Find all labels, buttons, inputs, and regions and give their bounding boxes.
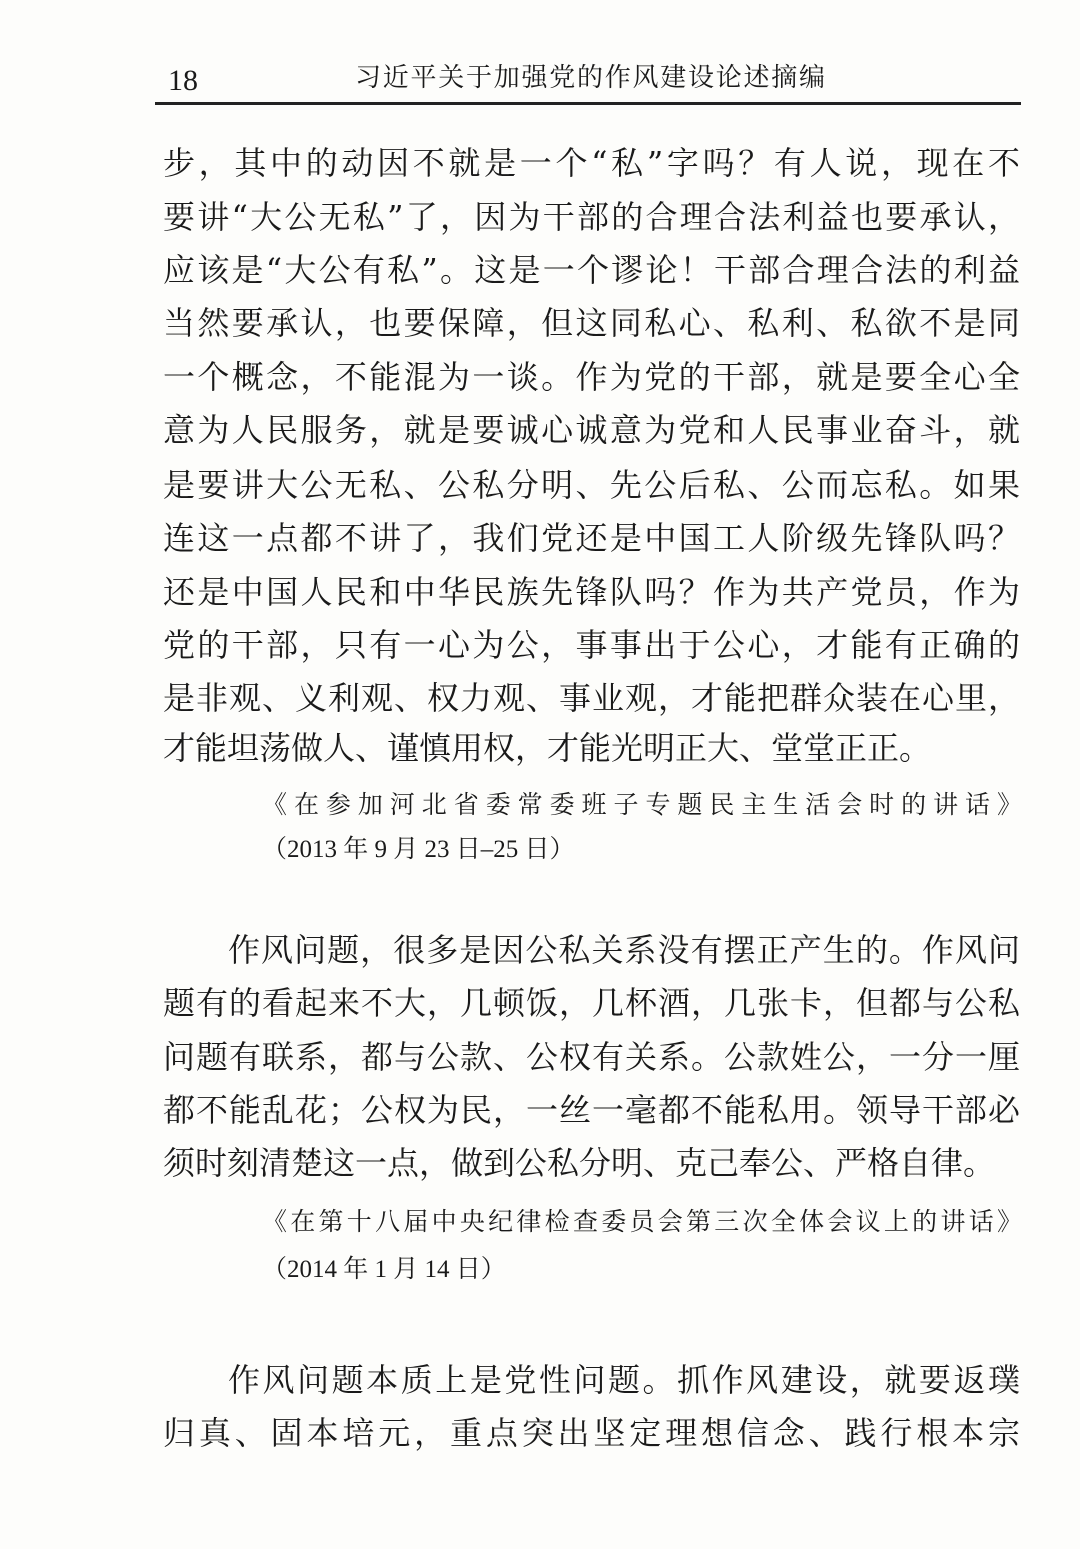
text-line: 都不能乱花；公权为民，一丝一毫都不能私用。领导干部必 <box>163 1091 1020 1129</box>
text-line: 步，其中的动因不就是一个“私”字吗？有人说，现在不 <box>163 144 1020 182</box>
source-date: （2013 年 9 月 23 日–25 日） <box>262 836 575 863</box>
source-citation: 《在参加河北省委常委班子专题民主生活会时的讲话》 <box>262 790 1022 819</box>
text-line: 须时刻清楚这一点，做到公私分明、克己奉公、严格自律。 <box>163 1144 996 1182</box>
header-rule <box>155 102 1021 105</box>
text-line: 作风问题，很多是因公私关系没有摆正产生的。作风问 <box>228 931 1020 969</box>
text-line: 应该是“大公有私”。这是一个谬论！干部合理合法的利益 <box>163 251 1020 289</box>
text-line: 是要讲大公无私、公私分明、先公后私、公而忘私。如果 <box>163 466 1020 504</box>
text-line: 连这一点都不讲了，我们党还是中国工人阶级先锋队吗？ <box>163 519 1020 557</box>
text-line: 当然要承认，也要保障，但这同私心、私利、私欲不是同 <box>163 304 1020 342</box>
running-title: 习近平关于加强党的作风建设论述摘编 <box>355 63 825 93</box>
text-line: 是非观、义利观、权力观、事业观，才能把群众装在心里， <box>163 679 1020 717</box>
text-line: 归真、固本培元，重点突出坚定理想信念、践行根本宗 <box>163 1414 1020 1452</box>
text-line: 题有的看起来不大，几顿饭，几杯酒，几张卡，但都与公私 <box>163 984 1020 1022</box>
text-line: 意为人民服务，就是要诚心诚意为党和人民事业奋斗，就 <box>163 411 1020 449</box>
text-line: 作风问题本质上是党性问题。抓作风建设，就要返璞 <box>228 1361 1020 1399</box>
text-line: 问题有联系，都与公款、公权有关系。公款姓公，一分一厘 <box>163 1038 1020 1076</box>
text-line: 党的干部，只有一心为公，事事出于公心，才能有正确的 <box>163 626 1020 664</box>
source-citation: 《在第十八届中央纪律检查委员会第三次全体会议上的讲话》 <box>262 1207 1022 1236</box>
text-line: 要讲“大公无私”了，因为干部的合理合法利益也要承认， <box>163 198 1020 236</box>
page-number: 18 <box>168 64 198 97</box>
text-line: 一个概念，不能混为一谈。作为党的干部，就是要全心全 <box>163 358 1020 396</box>
text-line: 才能坦荡做人、谨慎用权，才能光明正大、堂堂正正。 <box>163 729 932 767</box>
text-line: 还是中国人民和中华民族先锋队吗？作为共产党员，作为 <box>163 573 1020 611</box>
source-date: （2014 年 1 月 14 日） <box>262 1256 506 1283</box>
